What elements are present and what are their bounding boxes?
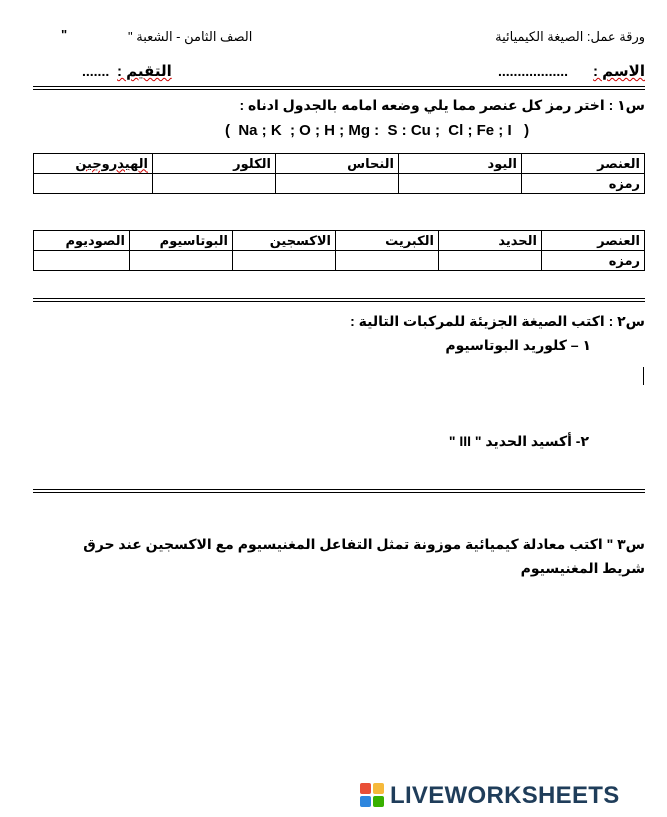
- table-row: [34, 154, 645, 174]
- symbol-answer-cell[interactable]: [399, 174, 522, 194]
- symbol-answer-cell[interactable]: [153, 174, 276, 194]
- name-label: الاسم :: [593, 63, 645, 80]
- element-cell: الكبريت: [336, 231, 439, 251]
- logo-text: LIVEWORKSHEETS: [390, 782, 620, 809]
- q3-line-1: س٣ " اكتب معادلة كيميائية موزونة تمثل التفاعل المغنيسيوم مع الاكسجين عند حرق: [83, 536, 645, 552]
- symbol-answer-cell[interactable]: [276, 174, 399, 194]
- q2-divider: [33, 489, 645, 493]
- logo-mark-icon: [360, 783, 384, 807]
- grade-label: الصف الثامن - الشعبة ": [128, 29, 253, 44]
- element-cell: الهيدروجين: [34, 154, 153, 174]
- symbol-answer-cell[interactable]: [130, 251, 233, 271]
- element-table-1: [33, 153, 645, 194]
- symbol-answer-cell[interactable]: [233, 251, 336, 271]
- q1-symbol-list: ( Na ; K ; O ; H ; Mg : S : Cu ; Cl ; Fe ; I ): [225, 122, 530, 139]
- q2-item-2: ٢- أكسيد الحديد " III ": [448, 433, 589, 449]
- table-row: [34, 231, 645, 251]
- text-cursor: [643, 367, 644, 385]
- worksheet-title: ورقة عمل: الصيغة الكيميائية: [495, 29, 645, 44]
- score-field[interactable]: .......: [82, 63, 110, 79]
- name-field[interactable]: ..................: [498, 63, 569, 79]
- element-cell: الصوديوم: [34, 231, 130, 251]
- row-header-element: العنصر: [542, 231, 645, 251]
- row-header-symbol: رمزه: [542, 251, 645, 271]
- symbol-answer-cell[interactable]: [34, 174, 153, 194]
- score-label: التقيم :: [117, 63, 172, 80]
- table-row: [34, 251, 645, 271]
- symbol-answer-cell[interactable]: [34, 251, 130, 271]
- element-cell: الاكسجين: [233, 231, 336, 251]
- element-cell: الحديد: [439, 231, 542, 251]
- header-divider: [33, 86, 645, 90]
- row-header-symbol: رمزه: [522, 174, 645, 194]
- q3-line-2: شريط المغنيسيوم: [520, 560, 645, 576]
- grade-closing-quote: ": [61, 27, 68, 42]
- element-cell: اليود: [399, 154, 522, 174]
- element-cell: الكلور: [153, 154, 276, 174]
- row-header-element: العنصر: [522, 154, 645, 174]
- symbol-answer-cell[interactable]: [336, 251, 439, 271]
- table-row: [34, 174, 645, 194]
- symbol-answer-cell[interactable]: [439, 251, 542, 271]
- element-cell: النحاس: [276, 154, 399, 174]
- element-cell: البوتاسيوم: [130, 231, 233, 251]
- element-table-2: [33, 230, 645, 271]
- q2-item-1: ١ – كلوريد البوتاسيوم: [445, 337, 591, 353]
- q1-title: س١ : اختر رمز كل عنصر مما يلي وضعه امامه بالجدول ادناه :: [239, 97, 645, 113]
- q2-title: س٢ : اكتب الصيغة الجزيئة للمركبات التالية :: [350, 313, 645, 329]
- q1-divider: [33, 298, 645, 302]
